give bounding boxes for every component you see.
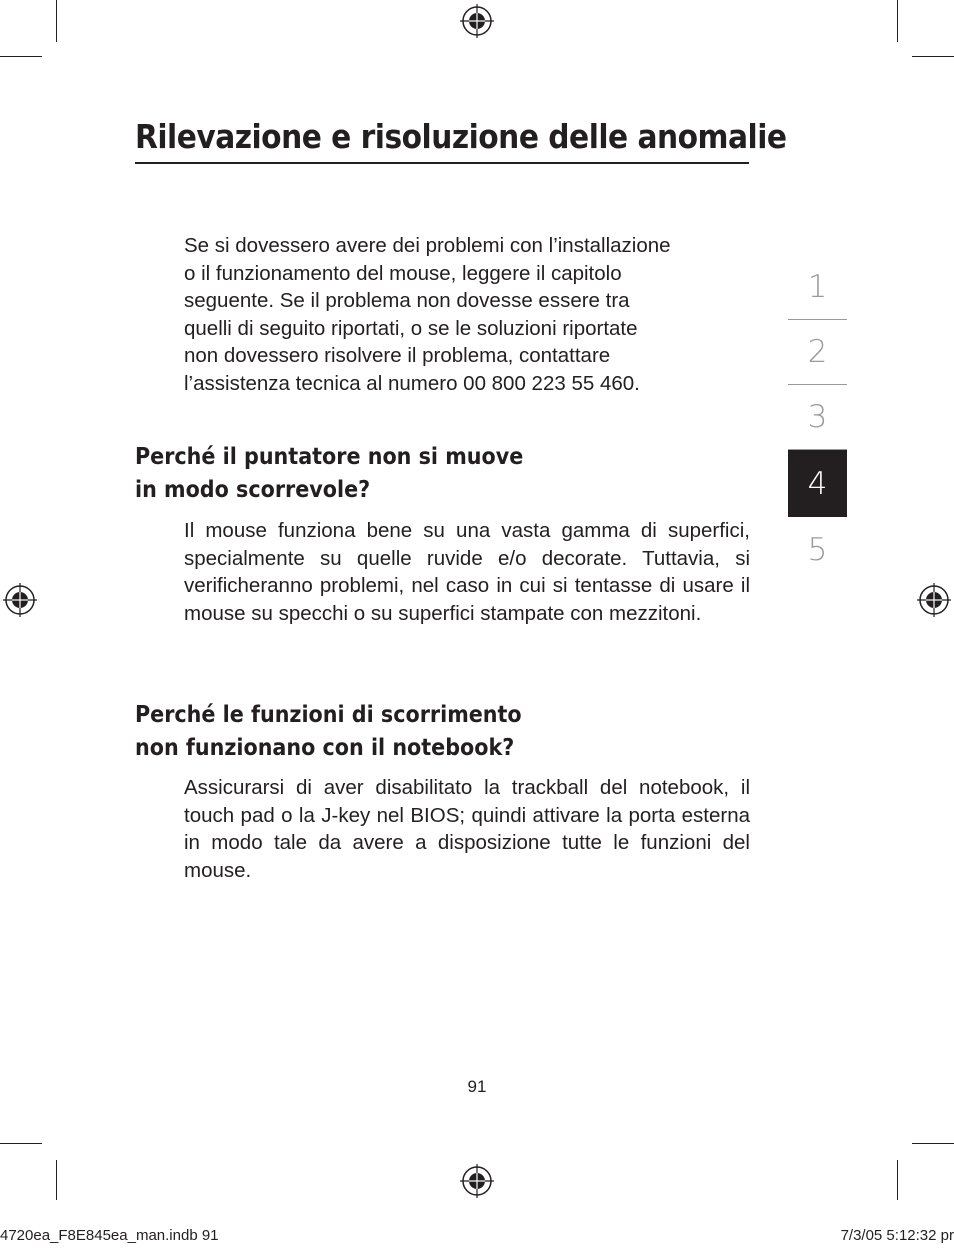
crop-mark-top-right-vertical bbox=[897, 0, 898, 42]
crop-mark-bottom-right-vertical bbox=[897, 1160, 898, 1200]
section-heading-line: non funzionano con il notebook? bbox=[135, 735, 515, 761]
print-slug-left: 4720ea_F8E845ea_man.indb 91 bbox=[0, 1227, 219, 1244]
chapter-tab-4[interactable]: 4 bbox=[788, 450, 847, 517]
print-slug-right: 7/3/05 5:12:32 pr bbox=[840, 1227, 954, 1244]
crop-mark-bottom-right-horizontal bbox=[912, 1143, 954, 1144]
chapter-tab-1[interactable]: 1 bbox=[788, 255, 847, 320]
crop-mark-top-left-vertical bbox=[56, 0, 57, 42]
intro-paragraph bbox=[184, 232, 750, 397]
crop-mark-bottom-left-horizontal bbox=[0, 1143, 42, 1144]
section-heading-line: in modo scorrevole? bbox=[135, 477, 371, 503]
intro-line: l’assistenza tecnica al numero 00 800 223 55 460. bbox=[184, 371, 640, 395]
crop-mark-top-right-horizontal bbox=[912, 56, 954, 57]
chapter-tab-3[interactable]: 3 bbox=[788, 385, 847, 450]
section-body: Assicurarsi di aver disabilitato la trackball del notebook, il touch pad o la J-key nel BIOS; quindi attivare la porta esterna in modo tale da avere a disposizione tutte le funzioni del mouse. bbox=[184, 776, 750, 882]
chapter-tab-2[interactable]: 2 bbox=[788, 320, 847, 385]
registration-mark-icon bbox=[3, 583, 37, 617]
intro-line: Se si dovessero avere dei problemi con l’installazione bbox=[184, 234, 671, 257]
page-title: Rilevazione e risoluzione delle anomalie bbox=[135, 112, 749, 164]
registration-mark-icon bbox=[460, 4, 494, 38]
section-heading bbox=[135, 441, 695, 507]
section-heading-line: Perché le funzioni di scorrimento bbox=[135, 702, 522, 728]
chapter-nav bbox=[788, 255, 847, 582]
intro-line: quelli di seguito riportati, o se le soluzioni riportate bbox=[184, 316, 638, 340]
crop-mark-bottom-left-vertical bbox=[56, 1160, 57, 1200]
registration-mark-icon bbox=[917, 583, 951, 617]
chapter-tab-5[interactable]: 5 bbox=[807, 531, 828, 568]
section-heading bbox=[135, 699, 695, 765]
registration-mark-icon bbox=[460, 1164, 494, 1198]
section-body: Il mouse funziona bene su una vasta gamma di superfici, specialmente su quelle ruvide e/o decorate. Tuttavia, si verificheranno problemi, nel caso in cui si tentasse di usare il mouse su specchi o su superfici stampate con mezzitoni. bbox=[184, 519, 750, 625]
crop-mark-top-left-horizontal bbox=[0, 56, 42, 57]
intro-line: seguente. Se il problema non dovesse essere tra bbox=[184, 289, 630, 312]
intro-line: non dovessero risolvere il problema, contattare bbox=[184, 344, 611, 367]
page-number: 91 bbox=[467, 1077, 487, 1096]
section-heading-line: Perché il puntatore non si muove bbox=[135, 444, 524, 470]
intro-line: o il funzionamento del mouse, leggere il capitolo bbox=[184, 261, 622, 285]
